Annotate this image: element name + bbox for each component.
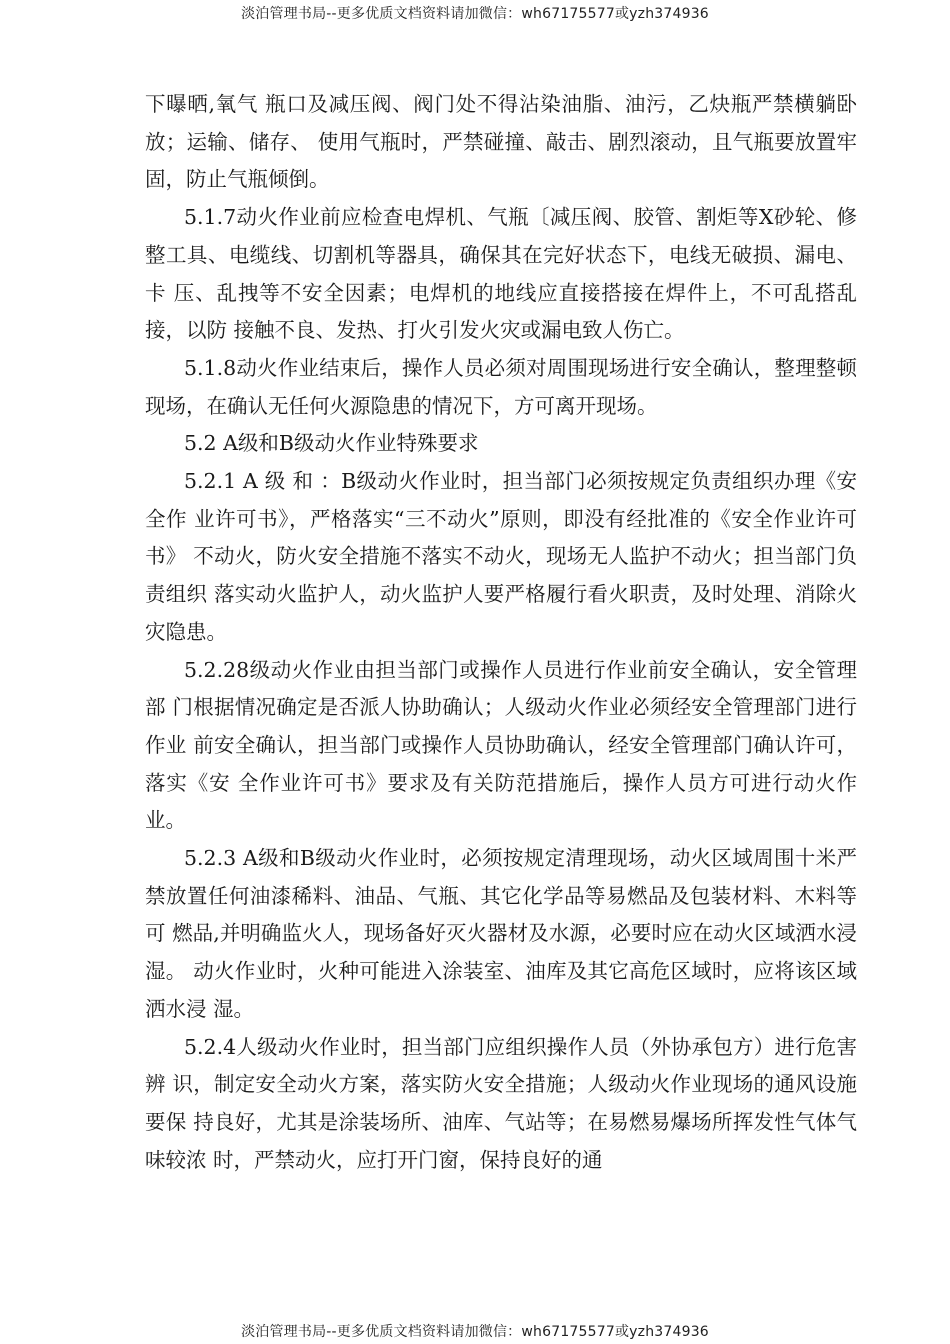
- paragraph-5-1-7: 5.1.7动火作业前应检查电焊机、气瓶〔减压阀、胶管、割炬等X砂轮、修 整工具、电缆线、切割机等器具，确保其在完好状态下，电线无破损、漏电、卡 压、乱拽等不安全因素；电焊机的地线应直接搭接在焊件上，不可乱搭乱接，以防 接触不良、发热、打火引发火灾或漏电致人伤亡。: [145, 205, 864, 343]
- paragraph-5-1-8: 5.1.8动火作业结束后，操作人员必须对周围现场进行安全确认，整理整顿 现场，在确认无任何火源隐患的情况下，方可离开现场。: [145, 355, 864, 418]
- page-footer: 淡泊管理书局--更多优质文档资料请加微信：wh67175577或yzh374936: [241, 1324, 709, 1340]
- paragraph-5-2-3: 5.2.3 A级和B级动火作业时，必须按规定清理现场，动火区域周围十米严 禁放置任何油漆稀料、油品、气瓶、其它化学品等易燃品及包装材料、木料等可 燃品,并明确监火人，现场备好灭火器材及水源，必要时应在动火区域洒水浸湿。 动火作业时，火种可能进入涂装室、油库及其它高危区域时，应将该区域洒水浸 湿。: [145, 846, 864, 1021]
- paragraph-5-2-4: 5.2.4人级动火作业时，担当部门应组织操作人员（外协承包方）进行危害辨 识，制定安全动火方案，落实防火安全措施；人级动火作业现场的通风设施要保 持良好，尤其是涂装场所、油库、气站等；在易燃易爆场所挥发性气体气味较浓 时，严禁动火，应打开门窗，保持良好的通: [145, 1034, 857, 1172]
- document-body: [145, 86, 864, 1179]
- section-heading-5-2: 5.2 A级和B级动火作业特殊要求: [184, 431, 479, 456]
- paragraph-continuation: 下曝晒,氧气 瓶口及减压阀、阀门处不得沾染油脂、油污，乙炔瓶严禁横躺卧放；运输、储存、 使用气瓶时，严禁碰撞、敲击、剧烈滚动，且气瓶要放置牢固，防止气瓶倾倒。: [145, 92, 857, 192]
- page-header: 淡泊管理书局--更多优质文档资料请加微信：wh67175577或yzh374936: [241, 6, 709, 22]
- paragraph-5-2-2: 5.2.28级动火作业由担当部门或操作人员进行作业前安全确认，安全管理部 门根据情况确定是否派人协助确认；人级动火作业必须经安全管理部门进行作业 前安全确认，担当部门或操作人员协助确认，经安全管理部门确认许可，落实《安 全作业许可书》要求及有关防范措施后，操作人员方可进行动火作业。: [145, 657, 857, 833]
- paragraph-5-2-1: 5.2.1 A 级 和 ：B级动火作业时，担当部门必须按规定负责组织办理《安全作 业许可书》，严格落实“三不动火”原则，即没有经批准的《安全作业许可书》 不动火，防火安全措施不落实不动火，现场无人监护不动火；担当部门负责组织 落实动火监护人，动火监护人要严格履行看火职责，及时处理、消除火灾隐患。: [145, 469, 857, 644]
